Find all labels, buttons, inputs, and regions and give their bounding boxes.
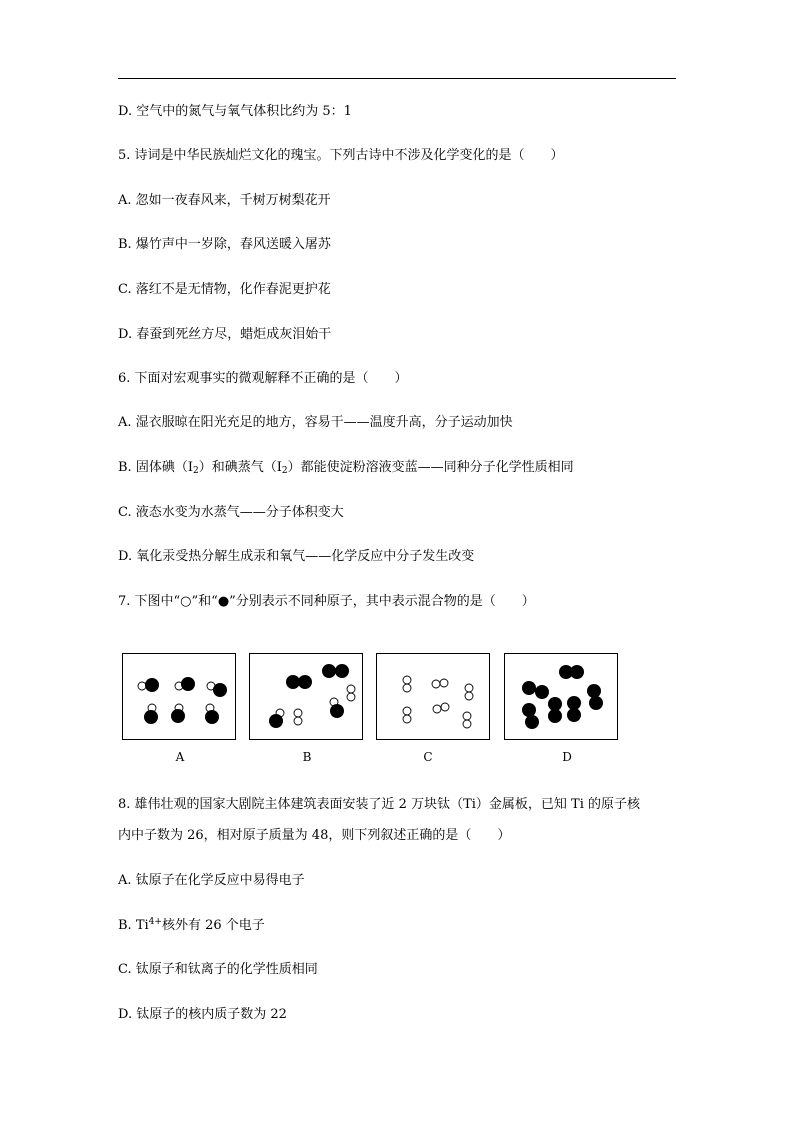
q8-option-c: C. 钛原子和钛离子的化学性质相同 xyxy=(118,962,318,977)
q8-stem-line1: 8. 雄伟壮观的国家大剧院主体建筑表面安装了近 2 万块钛（Ti）金属板，已知 Ti 的原子核 xyxy=(118,797,640,812)
q7-stem: 7. 下图中“○”和“●”分别表示不同种原子，其中表示混合物的是（ ） xyxy=(118,594,535,609)
q6-option-c: C. 液态水变为水蒸气——分子体积变大 xyxy=(118,505,344,520)
diagram-box-c xyxy=(376,653,490,740)
header-rule xyxy=(118,78,676,79)
q4-option-d: D. 空气中的氮气与氧气体积比约为 5：1 xyxy=(118,104,352,119)
q5-option-b: B. 爆竹声中一岁除，春风送暖入屠苏 xyxy=(118,237,331,252)
caption-c: C xyxy=(423,750,433,764)
q5-option-c: C. 落红不是无情物，化作春泥更护花 xyxy=(118,282,331,297)
q8-option-a: A. 钛原子在化学反应中易得电子 xyxy=(118,873,305,888)
q8-option-d: D. 钛原子的核内质子数为 22 xyxy=(118,1007,287,1022)
q6-option-b: B. 固体碘$(I_2)$和碘蒸气$(I_2)$都能使淀粉溶液变蓝——同种分子化学性质相同 xyxy=(118,460,574,476)
q5-option-d: D. 春蚕到死丝方尽，蜡炬成灰泪始干 xyxy=(118,327,332,342)
q6-option-d: D. 氧化汞受热分解生成汞和氧气——化学反应中分子发生改变 xyxy=(118,549,475,564)
q6-stem: 6. 下面对宏观事实的微观解释不正确的是（ ） xyxy=(118,371,408,386)
q6-option-a: A. 湿衣服晾在阳光充足的地方，容易干——温度升高，分子运动加快 xyxy=(118,415,513,430)
q8-option-b: B. $Ti^{4+}$核外有 26 个电子 xyxy=(118,917,265,933)
q5-stem: 5. 诗词是中华民族灿烂文化的瑰宝。下列古诗中不涉及化学变化的是（ ） xyxy=(118,148,564,163)
diagram-box-d xyxy=(504,653,618,740)
diagram-box-a xyxy=(122,653,236,740)
diagram-box-b xyxy=(249,653,363,740)
caption-b: B xyxy=(302,750,312,764)
caption-a: A xyxy=(175,750,185,764)
caption-d: D xyxy=(562,750,572,764)
q5-option-a: A. 忽如一夜春风来，千树万树梨花开 xyxy=(118,193,331,208)
q8-stem-line2: 内中子数为 26，相对原子质量为 48，则下列叙述正确的是（ ） xyxy=(118,828,511,843)
